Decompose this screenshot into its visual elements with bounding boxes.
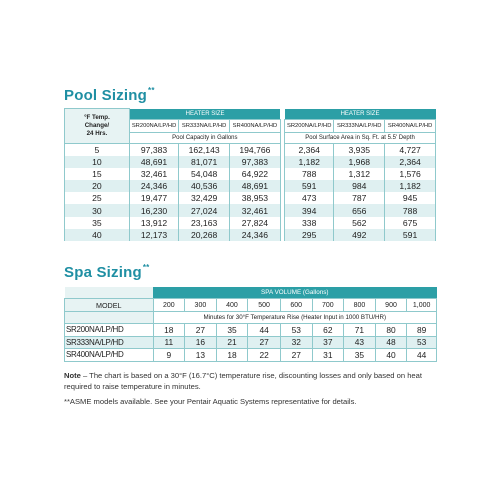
pool-capacity-cell: 13,912 — [129, 217, 178, 229]
pool-area-cell: 3,935 — [334, 143, 385, 156]
spa-volume-cell: 500 — [248, 299, 281, 312]
temp-change-cell: 5 — [65, 143, 130, 156]
pool-capacity-cell: 19,477 — [129, 192, 178, 204]
spa-header-blank — [65, 287, 154, 299]
pool-capacity-cell: 48,691 — [129, 156, 178, 168]
spa-model-name: SR333NA/LP/HD — [65, 336, 154, 349]
spa-minutes-cell: 32 — [280, 336, 312, 349]
spa-sizing-title — [64, 263, 149, 281]
pool-capacity-cell: 194,766 — [230, 143, 281, 156]
spa-minutes-cell: 21 — [216, 336, 248, 349]
spa-volume-cell: 700 — [312, 299, 344, 312]
pool-area-cell: 1,968 — [334, 156, 385, 168]
spa-volume-cell: 200 — [153, 299, 185, 312]
pool-area-cell: 1,576 — [385, 168, 436, 180]
pool-capacity-label: Pool Capacity in Gallons — [129, 132, 280, 143]
note-text: – The chart is based on a 30°F (16.7°C) temperature rise, discounting losses and only based on heat required to raise temperature in minutes. — [64, 371, 422, 391]
pool-capacity-cell: 64,922 — [230, 168, 281, 180]
pool-capacity-cell: 24,346 — [129, 180, 178, 192]
pool-table-row — [65, 180, 436, 192]
pool-capacity-cell: 32,429 — [179, 192, 230, 204]
temp-change-cell: 15 — [65, 168, 130, 180]
pool-area-cell: 295 — [285, 229, 334, 241]
pool-table-row — [65, 217, 436, 229]
pool-capacity-cell: 12,173 — [129, 229, 178, 241]
temp-change-header — [65, 109, 130, 144]
pool-table-row — [65, 204, 436, 216]
note-paragraph — [64, 371, 436, 392]
pool-capacity-cell: 16,230 — [129, 204, 178, 216]
pool-capacity-cell: 27,824 — [230, 217, 281, 229]
spa-minutes-cell: 43 — [344, 336, 376, 349]
spa-minutes-cell: 27 — [185, 324, 217, 337]
pool-area-cell: 2,364 — [285, 143, 334, 156]
pool-area-cell: 656 — [334, 204, 385, 216]
spa-volume-cell: 300 — [185, 299, 217, 312]
temp-change-cell: 20 — [65, 180, 130, 192]
pool-sizing-title-text: Pool Sizing — [64, 87, 148, 104]
temp-change-cell: 10 — [65, 156, 130, 168]
spa-volume-cell: 1,000 — [407, 299, 437, 312]
spa-minutes-cell: 35 — [344, 349, 376, 362]
pool-area-cell: 473 — [285, 192, 334, 204]
spa-volume-header: SPA VOLUME (Gallons) — [153, 287, 437, 299]
spa-volume-cell: 800 — [344, 299, 376, 312]
spa-minutes-cell: 44 — [407, 349, 437, 362]
pool-area-cell: 492 — [334, 229, 385, 241]
pool-sizing-title-mark: ** — [148, 86, 155, 95]
spa-minutes-cell: 44 — [248, 324, 281, 337]
pool-capacity-cell: 38,953 — [230, 192, 281, 204]
temp-change-cell: 40 — [65, 229, 130, 241]
pool-table-row — [65, 192, 436, 204]
pool-area-cell: 4,727 — [385, 143, 436, 156]
spa-minutes-cell: 16 — [185, 336, 217, 349]
spa-sub-blank — [65, 312, 154, 324]
pool-sizing-title — [64, 86, 155, 104]
spa-minutes-cell: 18 — [216, 349, 248, 362]
model-header: SR200NA/LP/HD — [285, 119, 334, 132]
pool-area-cell: 562 — [334, 217, 385, 229]
pool-area-cell: 984 — [334, 180, 385, 192]
spa-minutes-cell: 89 — [407, 324, 437, 337]
pool-capacity-cell: 24,346 — [230, 229, 281, 241]
pool-capacity-cell: 48,691 — [230, 180, 281, 192]
pool-capacity-cell: 27,024 — [179, 204, 230, 216]
pool-area-cell: 1,182 — [285, 156, 334, 168]
spa-sizing-title-mark: ** — [142, 263, 150, 272]
spa-sizing-table — [64, 287, 437, 362]
temp-change-cell: 30 — [65, 204, 130, 216]
spa-minutes-cell: 35 — [216, 324, 248, 337]
asme-note: **ASME models available. See your Pentair Aquatic Systems representative for details. — [64, 397, 357, 406]
heater-size-header-area: HEATER SIZE — [285, 109, 436, 120]
spa-minutes-cell: 80 — [375, 324, 407, 337]
pool-area-cell: 591 — [285, 180, 334, 192]
spa-minutes-cell: 22 — [248, 349, 281, 362]
pool-capacity-cell: 32,461 — [129, 168, 178, 180]
temp-header-line-3: 24 Hrs. — [86, 129, 108, 137]
spa-volume-cell: 600 — [280, 299, 312, 312]
pool-table-row — [65, 168, 436, 180]
pool-area-cell: 2,364 — [385, 156, 436, 168]
spa-volume-cell: 400 — [216, 299, 248, 312]
pool-area-cell: 591 — [385, 229, 436, 241]
pool-area-cell: 945 — [385, 192, 436, 204]
spa-minutes-cell: 53 — [280, 324, 312, 337]
pool-area-cell: 788 — [385, 204, 436, 216]
spa-minutes-cell: 37 — [312, 336, 344, 349]
pool-area-cell: 1,312 — [334, 168, 385, 180]
model-header: SR400NA/LP/HD — [385, 119, 436, 132]
spa-minutes-cell: 27 — [280, 349, 312, 362]
temp-header-line-1: °F Temp. — [84, 113, 110, 121]
pool-capacity-cell: 20,268 — [179, 229, 230, 241]
pool-capacity-cell: 40,536 — [179, 180, 230, 192]
pool-capacity-cell: 23,163 — [179, 217, 230, 229]
spa-minutes-cell: 27 — [248, 336, 281, 349]
model-header: SR333NA/LP/HD — [334, 119, 385, 132]
model-header: SR400NA/LP/HD — [230, 119, 281, 132]
spa-minutes-cell: 13 — [185, 349, 217, 362]
spa-model-name: SR400NA/LP/HD — [65, 349, 154, 362]
pool-area-cell: 675 — [385, 217, 436, 229]
spa-minutes-cell: 18 — [153, 324, 185, 337]
pool-sizing-table — [64, 108, 436, 241]
spa-table-row — [65, 349, 437, 362]
spa-model-name: SR200NA/LP/HD — [65, 324, 154, 337]
spa-minutes-cell: 71 — [344, 324, 376, 337]
pool-capacity-cell: 97,383 — [129, 143, 178, 156]
pool-capacity-cell: 162,143 — [179, 143, 230, 156]
model-header: SR333NA/LP/HD — [179, 119, 230, 132]
pool-area-cell: 1,182 — [385, 180, 436, 192]
pool-capacity-cell: 32,461 — [230, 204, 281, 216]
pool-capacity-cell: 81,071 — [179, 156, 230, 168]
spa-model-label: MODEL — [65, 299, 154, 312]
spa-table-row — [65, 324, 437, 337]
pool-table-row — [65, 143, 436, 156]
pool-capacity-cell: 54,048 — [179, 168, 230, 180]
pool-area-cell: 338 — [285, 217, 334, 229]
spa-volume-cell: 900 — [375, 299, 407, 312]
temp-header-line-2: Change/ — [84, 121, 110, 129]
temp-change-cell: 25 — [65, 192, 130, 204]
pool-table-row — [65, 229, 436, 241]
temp-change-cell: 35 — [65, 217, 130, 229]
pool-area-cell: 787 — [334, 192, 385, 204]
model-header: SR200NA/LP/HD — [129, 119, 178, 132]
spa-minutes-cell: 48 — [375, 336, 407, 349]
spa-minutes-cell: 62 — [312, 324, 344, 337]
heater-size-header-capacity: HEATER SIZE — [129, 109, 280, 120]
spa-minutes-cell: 9 — [153, 349, 185, 362]
note-label: Note — [64, 371, 81, 380]
pool-area-cell: 788 — [285, 168, 334, 180]
spa-sizing-title-text: Spa Sizing — [64, 264, 142, 281]
pool-table-row — [65, 156, 436, 168]
spa-minutes-cell: 31 — [312, 349, 344, 362]
pool-capacity-cell: 97,383 — [230, 156, 281, 168]
spa-minutes-cell: 40 — [375, 349, 407, 362]
pool-surface-label: Pool Surface Area in Sq. Ft. at 5.5' Depth — [285, 132, 436, 143]
spa-minutes-cell: 11 — [153, 336, 185, 349]
pool-area-cell: 394 — [285, 204, 334, 216]
spa-table-row — [65, 336, 437, 349]
spa-minutes-cell: 53 — [407, 336, 437, 349]
spa-minutes-label: Minutes for 30°F Temperature Rise (Heater Input in 1000 BTU/HR) — [153, 312, 437, 324]
